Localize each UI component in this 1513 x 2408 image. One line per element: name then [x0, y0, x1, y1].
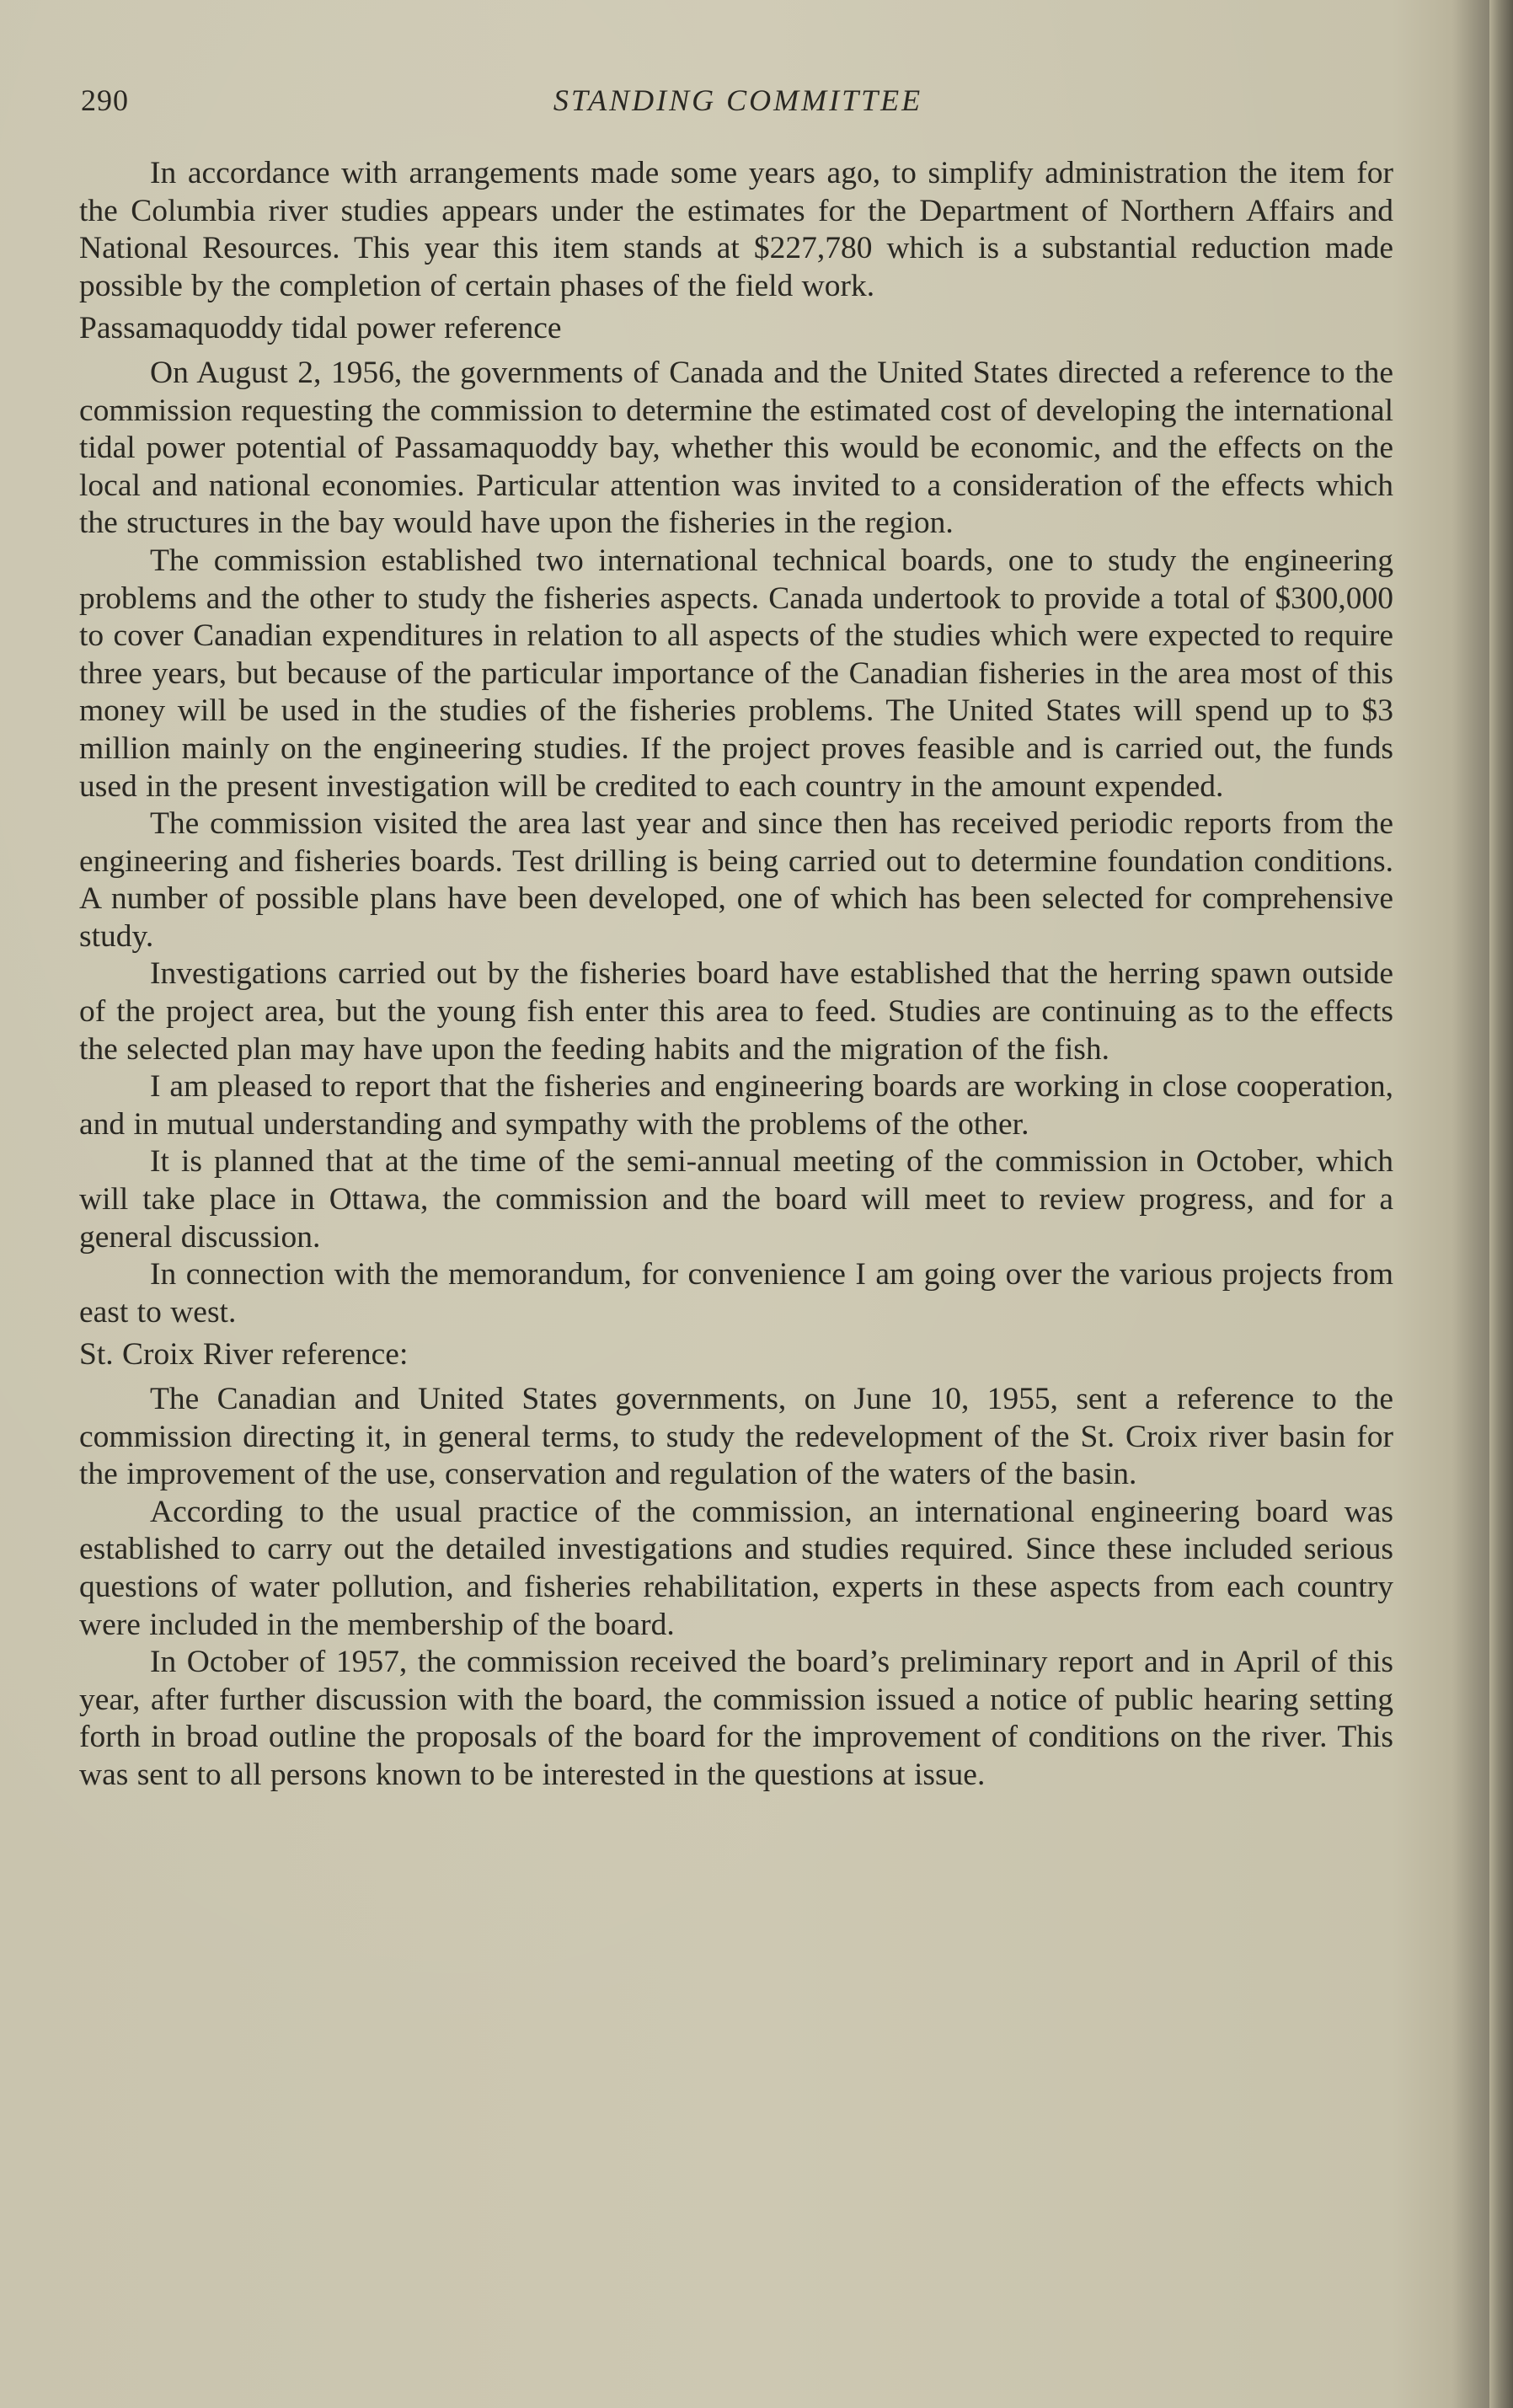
paragraph-commission-visit: The commission visited the area last year and since then has received periodic reports from the engineering and fisheries boards. Test drilling is being carried out to determine foundation conditions. A number of possible plans have been developed, one of which has been selected for comprehensive study.	[79, 806, 1393, 954]
section-heading-st-croix: St. Croix River reference:	[79, 1337, 409, 1373]
paragraph-engineering-board: According to the usual practice of the commission, an international engineering board was established to carry out the detailed investigations and studies required. Since these included serious questions of water pollution, and fisheries rehabilitation, experts in these aspects from each country were included in the membership of the board.	[79, 1494, 1393, 1642]
page-header	[81, 83, 1395, 125]
page-edge-shadow	[1489, 0, 1513, 2408]
paragraph-technical-boards: The commission established two international technical boards, one to study the engineering problems and the other to study the fisheries aspects. Canada undertook to provide a total of $300,000 to cover Canadian expenditures in relation to all aspects of the studies which were expected to require three years, but because of the particular importance of the Canadian fisheries in the area most of this money will be used in the studies of the fisheries problems. The United States will spend up to $3 million mainly on the engineering studies. If the project proves feasible and is carried out, the funds used in the present investigation will be credited to each country in the amount expended.	[79, 543, 1393, 804]
page-number: 290	[81, 83, 129, 117]
paragraph-cooperation: I am pleased to report that the fisheries and engineering boards are working in close cooperation, and in mutual understanding and sympathy with the problems of the other.	[79, 1069, 1393, 1142]
paragraph-st-croix-reference: The Canadian and United States governments, on June 10, 1955, sent a reference to the commission directing it, in general terms, to study the redevelopment of the St. Croix river basin for the improvement of the use, conservation and regulation of the waters of the basin.	[79, 1382, 1393, 1492]
paragraph-fisheries-investigation: Investigations carried out by the fisheries board have established that the herring spawn outside of the project area, but the young fish enter this area to feed. Studies are continuing as to the effects the selected plan may have upon the feeding habits and the migration of the fish.	[79, 956, 1393, 1067]
body-text	[79, 155, 1393, 1795]
paragraph-columbia: In accordance with arrangements made some years ago, to simplify administration the item for the Columbia river studies appears under the estimates for the Department of Northern Affairs and National Resources. This year this item stands at $227,780 which is a substantial reduction made possible by the completion of certain phases of the field work.	[79, 156, 1393, 303]
section-heading-passamaquoddy: Passamaquoddy tidal power reference	[79, 311, 562, 346]
running-head: STANDING COMMITTEE	[553, 83, 923, 117]
paragraph-memorandum: In connection with the memorandum, for convenience I am going over the various projects from east to west.	[79, 1257, 1393, 1330]
paragraph-passamaquoddy-reference: On August 2, 1956, the governments of Canada and the United States directed a reference to the commission requesting the commission to determine the estimated cost of developing the international tidal power potential of Passamaquoddy bay, whether this would be economic, and the effects on the local and national economies. Particular attention was invited to a consideration of the effects which the structures in the bay would have upon the fisheries in the region.	[79, 355, 1393, 541]
paragraph-public-hearing: In October of 1957, the commission received the board’s preliminary report and in April of this year, after further discussion with the board, the commission issued a notice of public hearing setting forth in broad outline the proposals of the board for the improvement of conditions on the river. This was sent to all persons known to be interested in the questions at issue.	[79, 1645, 1393, 1792]
paragraph-semi-annual-meeting: It is planned that at the time of the semi-annual meeting of the commission in October, which will take place in Ottawa, the commission and the board will meet to review progress, and for a general discussion.	[79, 1144, 1393, 1255]
